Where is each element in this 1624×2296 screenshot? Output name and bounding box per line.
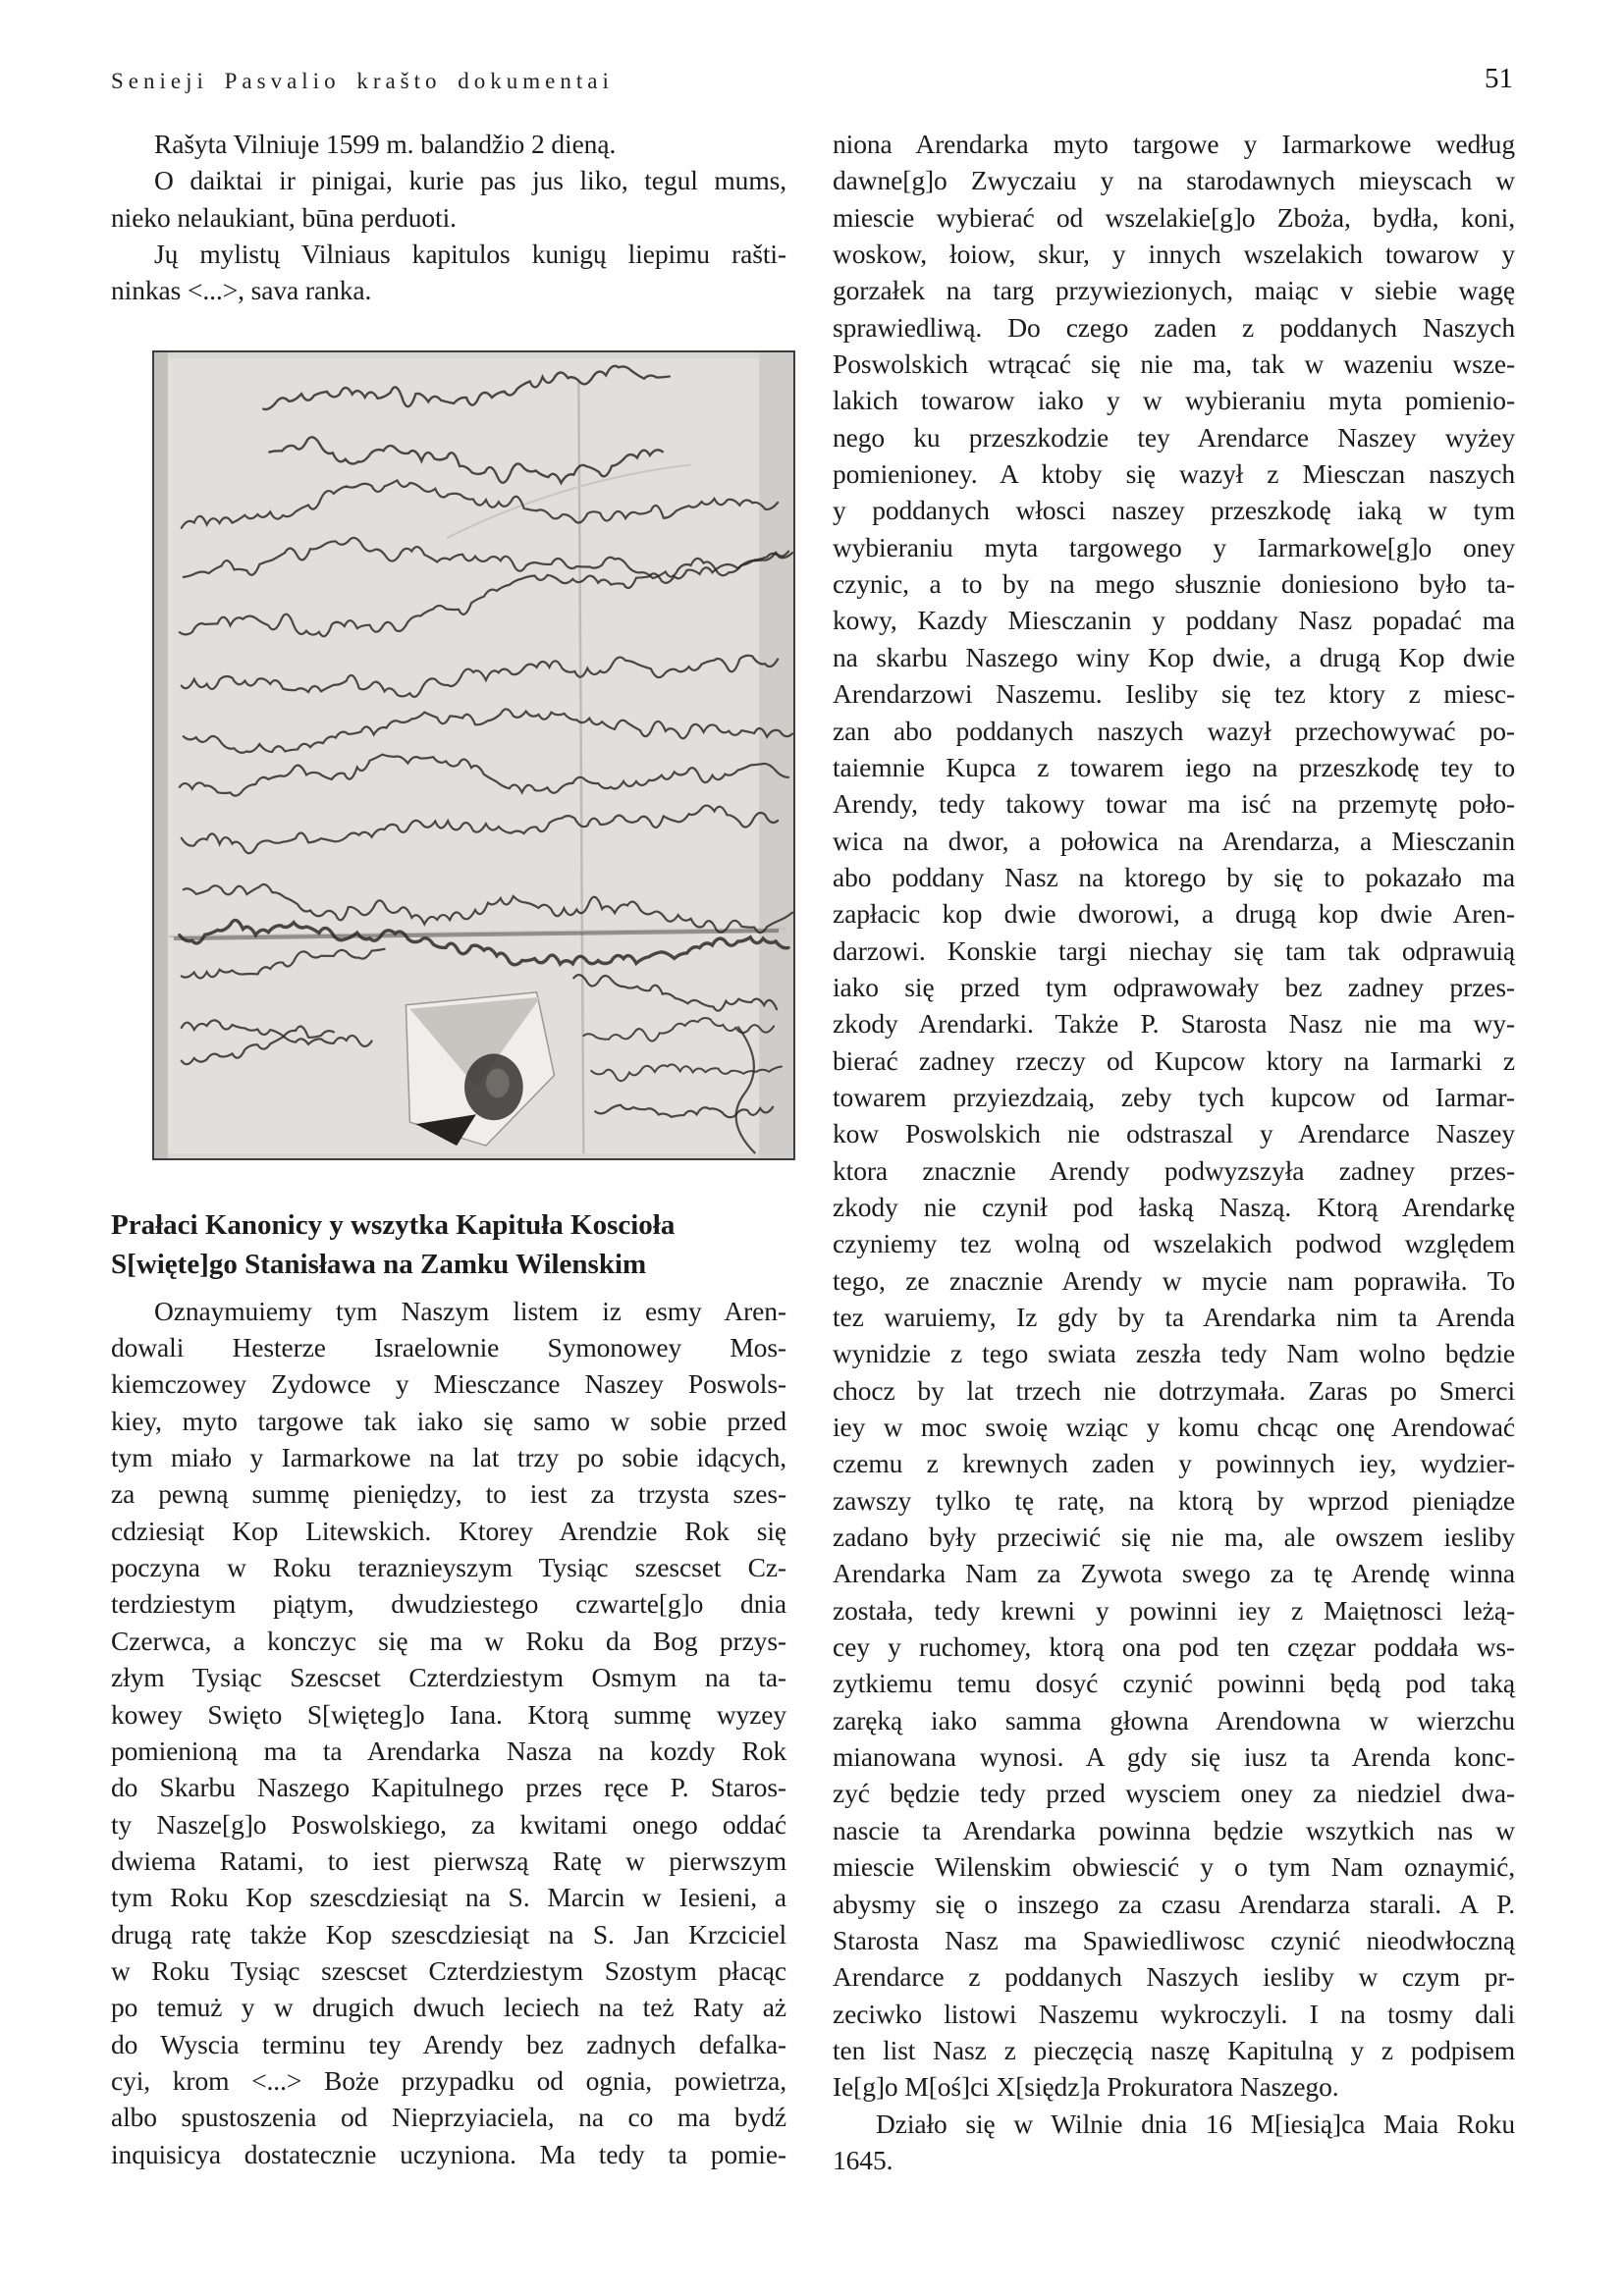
text-line: Arendy, tedy takowy towar ma isć na przemytę poło-	[833, 788, 1515, 820]
text-line: inquisicya dostatecznie uczyniona. Ma tedy ta pomie-	[111, 2138, 786, 2169]
text-line: pomienioną ma ta Arendarka Nasza na kozdy Rok	[111, 1735, 786, 1766]
text-line: ktora znacznie Arendy podwyzszyła zadney przes-	[833, 1154, 1515, 1186]
text-line: nego ku przeszkodzie tey Arendarce Naszey wyżey	[833, 421, 1515, 453]
text-line: iey w moc swoię wziąc y komu chcąc onę Arendować	[833, 1412, 1515, 1443]
text-line: Poswolskich wtrącać się nie ma, tak w wazeniu wsze-	[833, 348, 1515, 380]
text-line: Rašyta Vilniuje 1599 m. balandžio 2 dieną.	[154, 129, 617, 159]
text-line: tez waruiemy, Iz gdy by ta Arendarka nim ta Arenda	[833, 1302, 1515, 1332]
text-line: zyć będzie tedy przed wysciem oney za niedziel dwa-	[833, 1778, 1515, 1809]
text-line: iako się przed tym odprawowały bez zadney przes-	[833, 971, 1515, 1002]
text-line: wybieraniu myta targowego y Iarmarkowe[g]o oney	[833, 531, 1515, 562]
text-line: Starosta Nasz ma Spawiedliwosc czynić nieodwłoczną	[833, 1924, 1515, 1955]
text-line: cey y ruchomey, ktorą ona pod ten częzar poddała ws-	[833, 1631, 1515, 1663]
text-line: za pewną summę pieniędzy, to iest za trzysta szes-	[111, 1478, 786, 1510]
text-line: abysmy się o inszego za czasu Arendarza starali. A P.	[833, 1888, 1515, 1919]
text-line: gorzałek na targ przywiezionych, maiąc v siebie wagę	[833, 275, 1515, 306]
text-line: albo spustoszenia od Nieprzyiaciela, na co ma bydź	[111, 2102, 786, 2133]
text-line: po temuż y w drugich dwuch leciech na też Raty aż	[111, 1992, 786, 2023]
text-line: tego, ze znacznie Arendy w mycie nam poprawiła. To	[833, 1264, 1515, 1296]
text-line: terdziestym piątym, dwudziestego czwarte[g]o dnia	[111, 1588, 786, 1620]
text-line: złym Tysiąc Szescset Czterdziestym Osmym na ta-	[111, 1662, 786, 1693]
text-line: darzowi. Konskie targi niechay się tam tak odprawuią	[833, 934, 1515, 966]
text-line: nieko nelaukiant, būna perduoti.	[111, 201, 457, 233]
text-line: Arendarzowi Naszemu. Iesliby się tez ktory z miesc-	[833, 678, 1515, 710]
text-line: bierać zadney rzeczy od Kupcow ktory na Iarmarki z	[833, 1044, 1515, 1076]
text-line: tym miało y Iarmarkowe na lat trzy po sobie idących,	[111, 1442, 786, 1473]
text-line: kiemczowey Zydowce y Miesczance Naszey Poswols-	[111, 1368, 786, 1400]
text-line: ten list Nasz z pieczęcią naszę Kapitulną y z podpisem	[833, 2034, 1515, 2065]
text-line: czyniemy tez wolną od wszelakich podwod względem	[833, 1228, 1515, 1259]
text-line: 1645.	[833, 2144, 893, 2175]
left-column	[111, 126, 786, 2172]
text-line: Ie[g]o M[oś]ci X[siędz]a Prokuratora Naszego.	[833, 2071, 1339, 2103]
text-line: dwiema Ratami, to iest pierwszą Ratę w pierwszym	[111, 1844, 786, 1876]
text-line: miescie wybierać od wszelakie[g]o Zboża, bydła, koni,	[833, 201, 1515, 233]
text-line: na skarbu Naszego winy Kop dwie, a drugą Kop dwie	[833, 641, 1515, 672]
text-line: Oznaymuiemy tym Naszym listem iz esmy Aren-	[154, 1295, 786, 1326]
right-column	[833, 126, 1515, 2178]
text-line: zapłacic kop dwie dworowi, a drugą kop dwie Aren-	[833, 898, 1515, 930]
text-line: czemu z krewnych zaden y powinnych iey, wydzier-	[833, 1448, 1515, 1479]
manuscript-handwriting-svg	[154, 352, 793, 1158]
text-line: miescie Wilenskim obwiescić y o tym Nam oznaymić,	[833, 1851, 1515, 1883]
text-line: wica na dwor, a połowica na Arendarza, a Miesczanin	[833, 825, 1515, 856]
text-line: woskow, łoiow, skur, y innych wszelakich towarow y	[833, 239, 1515, 270]
text-line: wynidzie z tego swiata zeszła tedy Nam wolno będzie	[833, 1338, 1515, 1369]
text-line: poczyna w Roku teraznieyszym Tysiąc szescset Cz-	[111, 1552, 786, 1583]
text-line: cyi, krom <...> Boże przypadku od ognia, powietrza,	[111, 2064, 786, 2096]
text-line: S[więte]go Stanisława na Zamku Wilenskim	[111, 1248, 647, 1280]
text-line: zawszy tylko tę ratę, na ktorą by wprzod pieniądze	[833, 1484, 1515, 1516]
text-line: drugą ratę także Kop szescdziesiąt na S. Jan Krzciciel	[111, 1918, 786, 1949]
text-line: zkody nie czynił pod łaską Naszą. Ktorą Arendarkę	[833, 1191, 1515, 1222]
text-line: nascie ta Arendarka powinna będzie wszytkich nas w	[833, 1814, 1515, 1845]
text-line: cdziesiąt Kop Litewskich. Ktorey Arendzie Rok się	[111, 1515, 786, 1546]
text-line: do Skarbu Naszego Kapitulnego przes ręce P. Staros-	[111, 1772, 786, 1803]
text-line: do Wyscia terminu tey Arendy bez zadnych defalka-	[111, 2028, 786, 2059]
text-line: w Roku Tysiąc szescset Czterdziestym Szostym płacąc	[111, 1954, 786, 1986]
right-body-text	[833, 126, 1515, 2178]
text-line: zaręką iako samma głowna Arendowna w wierzchu	[833, 1704, 1515, 1735]
text-line: zkody Arendarki. Także P. Starosta Nasz nie ma wy-	[833, 1008, 1515, 1040]
text-line: zan abo poddanych naszych wazył przechowywać po-	[833, 715, 1515, 746]
text-line: ty Nasze[g]o Poswolskiego, za kwitami onego oddać	[111, 1808, 786, 1840]
text-line: abo poddany Nasz na ktorego by się to pokazało ma	[833, 861, 1515, 892]
text-line: kowy, Kazdy Miesczanin y poddany Nasz popadać ma	[833, 605, 1515, 636]
text-line: zytkiemu temu dosyć czynić powinni będą pod taką	[833, 1668, 1515, 1699]
text-line: kow Poswolskich nie odstraszal y Arendarce Naszey	[833, 1118, 1515, 1149]
document-heading	[111, 1205, 786, 1284]
text-line: Arendarce z poddanych Naszych iesliby w czym pr-	[833, 1961, 1515, 1993]
text-line: ninkas <...>, sava ranka.	[111, 275, 372, 306]
text-line: zadano były przeciwić się nie ma, ale owszem iesliby	[833, 1522, 1515, 1553]
text-line: lakich towarow iako y w wybieraniu myta pomienio-	[833, 385, 1515, 416]
text-line: O daiktai ir pinigai, kurie pas jus liko, tegul mums,	[154, 165, 786, 196]
running-title: Senieji Pasvalio krašto dokumentai	[111, 69, 614, 93]
text-line: zeciwko listowi Naszemu wykroczyli. I na tosmy dali	[833, 1998, 1515, 2029]
text-line: taiemnie Kupca z towarem iego na przeszkodę tey to	[833, 751, 1515, 782]
text-line: niona Arendarka myto targowe y Iarmarkowe według	[833, 129, 1515, 159]
text-line: czynic, a to by na mego słusznie doniesiono było ta-	[833, 568, 1515, 600]
text-line: y poddanych włosci naszey przeszkodę iaką w tym	[833, 495, 1515, 526]
text-line: Jų mylistų Vilniaus kapitulos kunigų liepimu rašti-	[154, 239, 786, 270]
text-line: mianowana wynosi. A gdy się iusz ta Arenda konc-	[833, 1741, 1515, 1773]
text-line: dawne[g]o Zwyczaiu y na starodawnych mieyscach w	[833, 165, 1515, 196]
text-line: chocz by lat trzech nie dotrzymała. Zaras po Smerci	[833, 1374, 1515, 1406]
text-line: Arendarka Nam za Zywota swego za tę Arendę winna	[833, 1558, 1515, 1589]
text-line: dowali Hesterze Israelownie Symonowey Mos-	[111, 1332, 786, 1363]
page-number: 51	[1485, 63, 1513, 94]
text-line: Działo się w Wilnie dnia 16 M[iesią]ca Maia Roku	[876, 2108, 1515, 2139]
text-line: Prałaci Kanonicy y wszytka Kapituła Koscioła	[111, 1208, 676, 1241]
text-line: sprawiedliwą. Do czego zaden z poddanych Naszych	[833, 311, 1515, 343]
text-line: kowey Swięto S[więteg]o Iana. Ktorą summę wyzey	[111, 1698, 786, 1730]
text-line: towarem przyiezdzaią, zeby tych kupcow od Iarmar-	[833, 1081, 1515, 1112]
intro-paragraphs	[111, 126, 786, 309]
left-body-text	[111, 1293, 786, 2172]
text-line: pomienioney. A ktoby się wazył z Miesczan naszych	[833, 458, 1515, 490]
text-line: tym Roku Kop szescdziesiąt na S. Marcin w Iesieni, a	[111, 1882, 786, 1913]
manuscript-photo	[152, 350, 795, 1160]
text-line: kiey, myto targowe tak iako się samo w sobie przed	[111, 1405, 786, 1436]
text-line: została, tedy krewni y powinni iey z Maiętnosci leżą-	[833, 1594, 1515, 1626]
text-line: Czerwca, a konczyc się ma w Roku da Bog przys-	[111, 1625, 786, 1656]
